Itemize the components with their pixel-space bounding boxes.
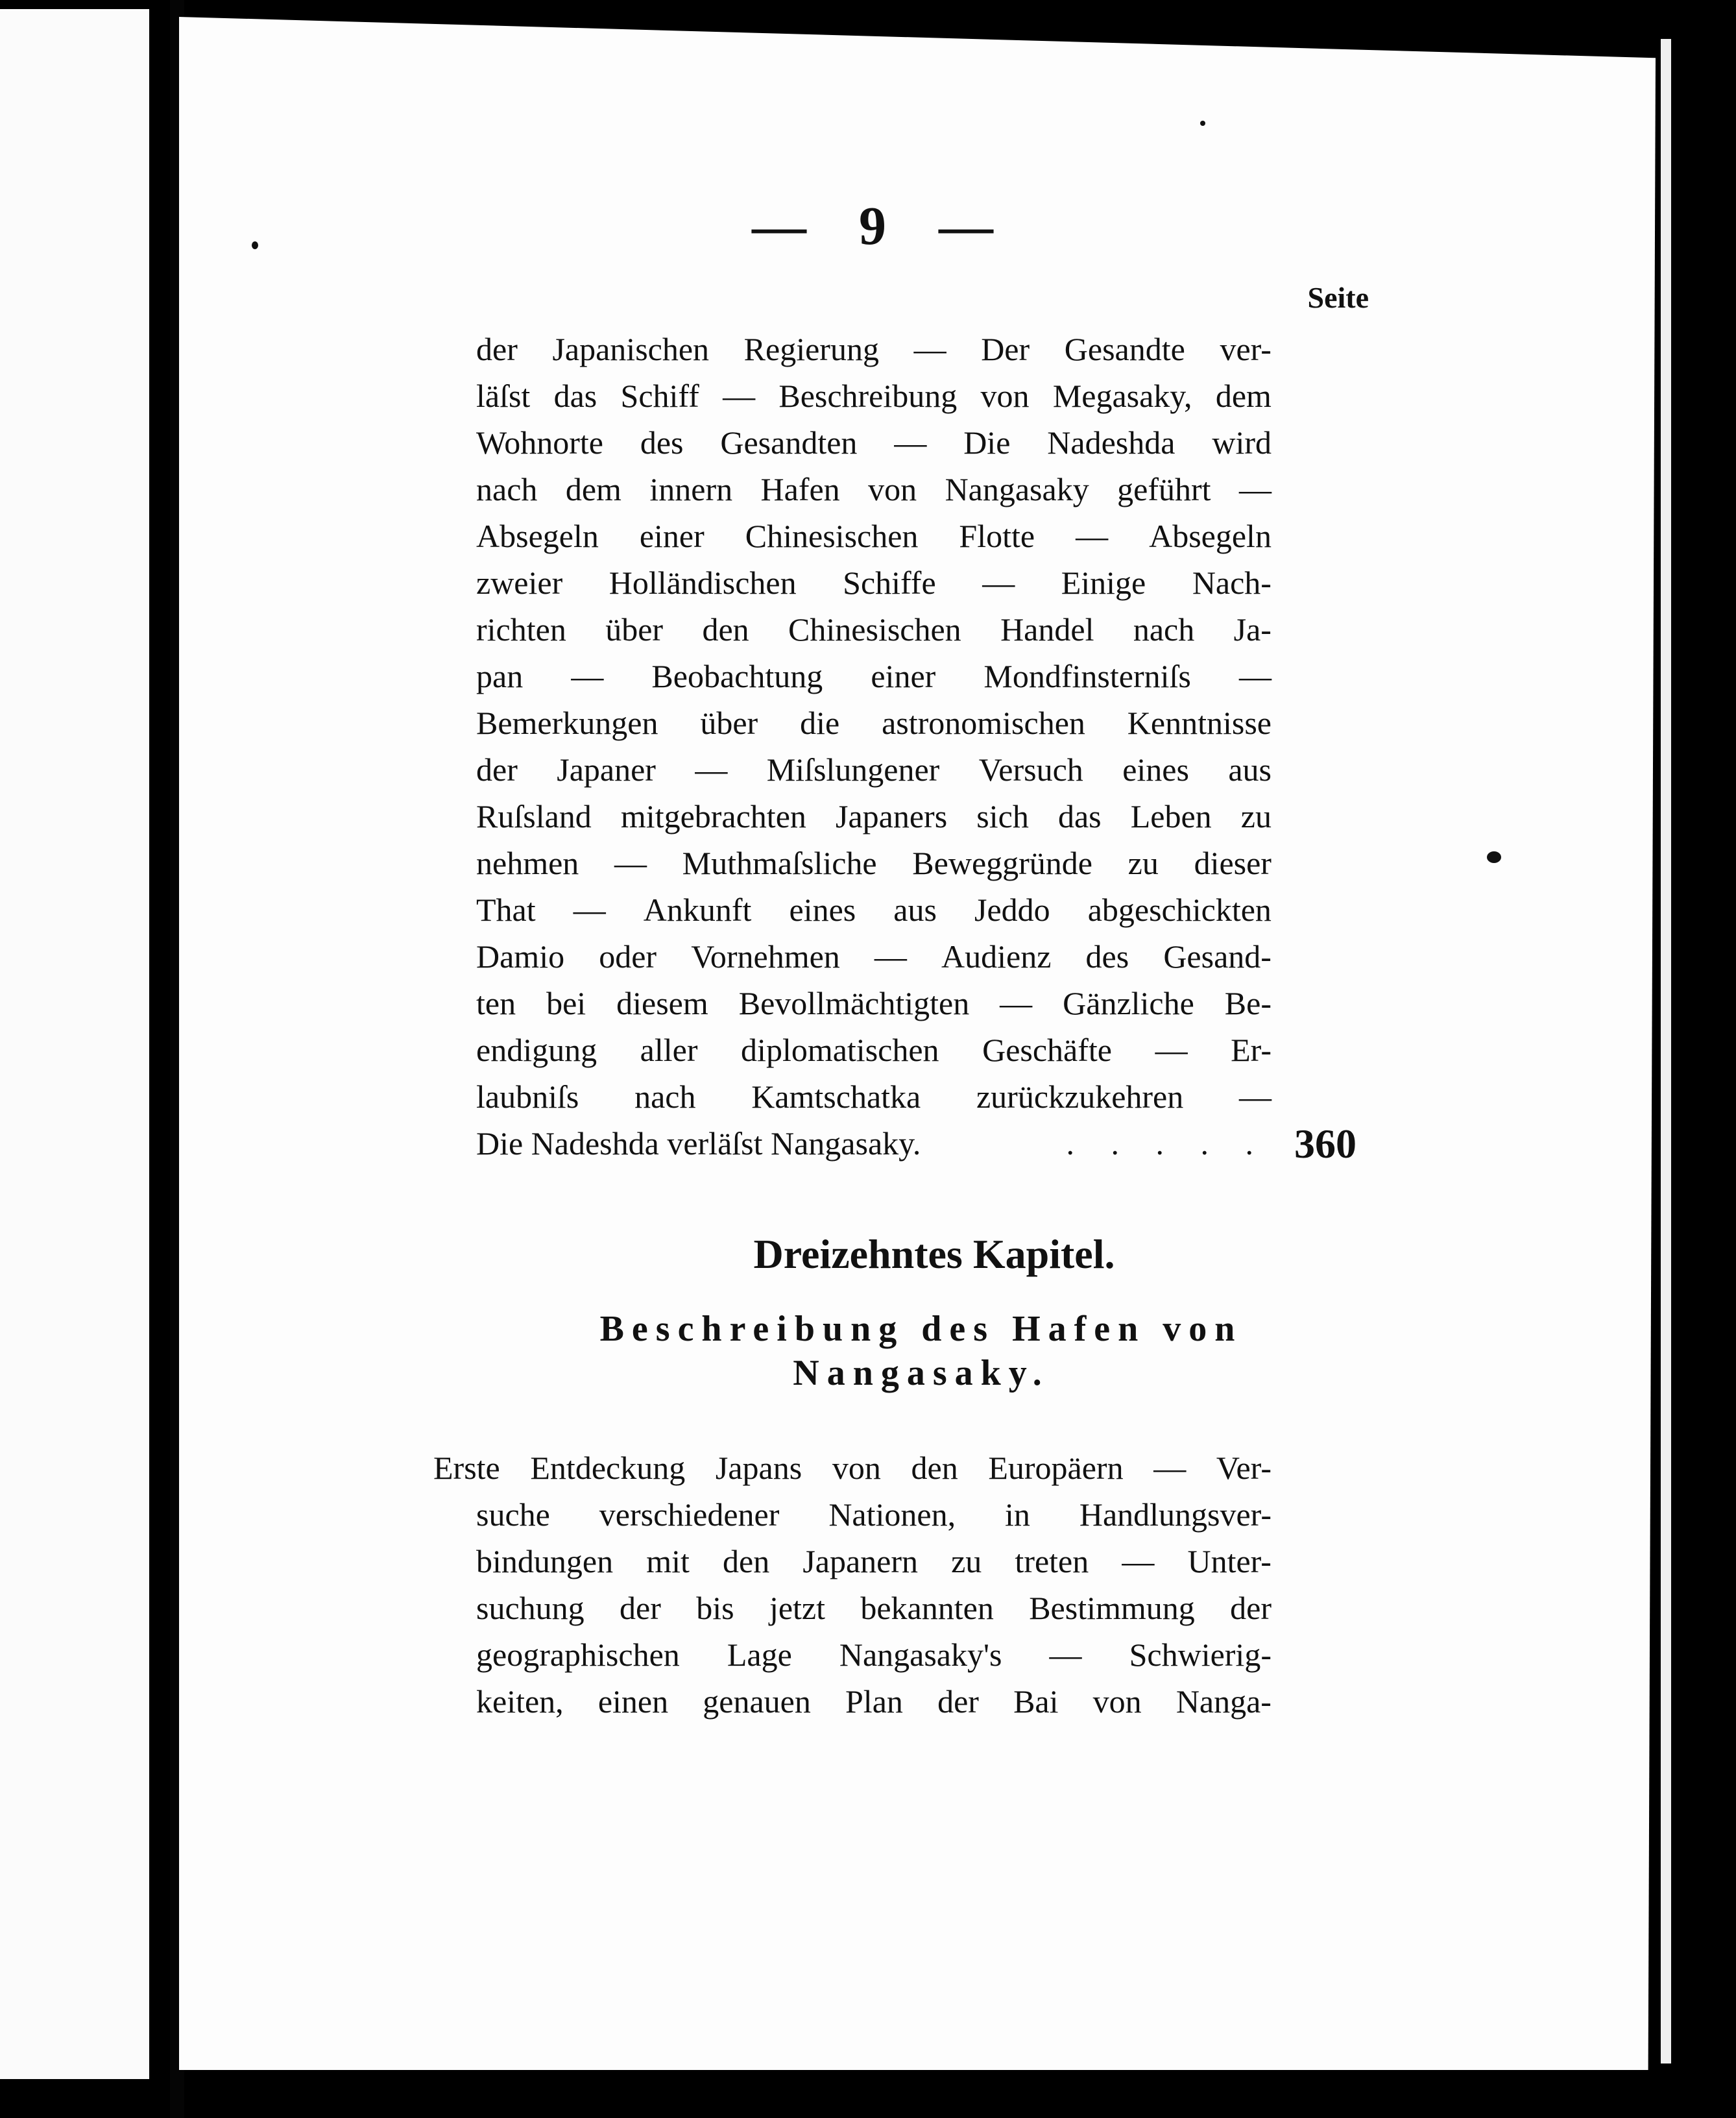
page-number: — 9 — <box>752 196 1013 256</box>
word: des <box>1085 938 1129 975</box>
word: Schiffe <box>843 565 936 601</box>
summary-line <box>476 793 1272 840</box>
word: das <box>553 378 597 414</box>
summary-line <box>476 653 1272 700</box>
word: Bemerkungen <box>476 705 658 741</box>
summary-line <box>433 1444 1272 1491</box>
word: — <box>1239 1078 1272 1115</box>
word: Der <box>981 331 1030 367</box>
word: einer <box>871 658 936 694</box>
page-edge <box>1661 39 1671 2063</box>
word: Entdeckung <box>530 1450 686 1486</box>
word: den <box>723 1543 770 1579</box>
word: endigung <box>476 1032 597 1068</box>
word: Erste <box>433 1450 500 1486</box>
summary-line <box>476 700 1272 746</box>
word: von <box>868 471 917 507</box>
summary-last-line-text: Die Nadeshda verläſst Nangasaky. <box>476 1125 921 1162</box>
summary-line <box>476 513 1272 559</box>
word: Versuch <box>978 751 1083 788</box>
word: der <box>937 1683 979 1720</box>
word: Lage <box>727 1637 792 1673</box>
word: von <box>1092 1683 1142 1720</box>
word: bis <box>696 1590 734 1626</box>
word: Nangasaky <box>945 471 1089 507</box>
word: Bestimmung <box>1029 1590 1195 1626</box>
word: Absegeln <box>1149 518 1272 554</box>
word: — <box>1155 1032 1188 1068</box>
word: aus <box>893 892 937 928</box>
word: Regierung <box>743 331 879 367</box>
word: Schwierig- <box>1129 1637 1272 1673</box>
ink-speck <box>252 241 258 249</box>
word: Wohnorte <box>476 424 603 461</box>
summary-line <box>476 1491 1272 1538</box>
word: dieser <box>1194 845 1272 881</box>
word: Muthmaſsliche <box>682 845 877 881</box>
word: ver- <box>1220 331 1272 367</box>
word: Chinesischen <box>745 518 919 554</box>
word: wird <box>1212 424 1272 461</box>
word: über <box>605 611 664 648</box>
word: Mondfinsterniſs <box>983 658 1191 694</box>
word: — <box>874 938 907 975</box>
summary-line <box>476 606 1272 653</box>
word: Nationen, <box>828 1496 956 1533</box>
summary-line <box>476 1073 1272 1120</box>
word: den <box>702 611 749 648</box>
chapter-subtitle-line: Beschreibung des Hafen von <box>599 1309 1243 1349</box>
word: Unter- <box>1187 1543 1272 1579</box>
word: Kenntnisse <box>1127 705 1272 741</box>
word: der <box>476 331 518 367</box>
word: der <box>1230 1590 1272 1626</box>
word: Handel <box>1000 611 1094 648</box>
word: zu <box>1240 798 1272 834</box>
word: Nadeshda <box>1047 424 1175 461</box>
word: bekannten <box>860 1590 994 1626</box>
word: diesem <box>616 985 708 1021</box>
chapter12-summary <box>476 326 1272 1167</box>
summary-line <box>476 326 1272 372</box>
word: suchung <box>476 1590 585 1626</box>
word: der <box>620 1590 661 1626</box>
word: — <box>982 565 1015 601</box>
summary-line <box>476 1538 1272 1585</box>
word: Be- <box>1224 985 1272 1021</box>
word: zu <box>951 1543 982 1579</box>
word: Damio <box>476 938 565 975</box>
summary-line <box>476 840 1272 886</box>
word: Japaner <box>557 751 656 788</box>
word: — <box>723 378 756 414</box>
word: aus <box>1228 751 1272 788</box>
word: von <box>980 378 1030 414</box>
word: diplomatischen <box>741 1032 939 1068</box>
word: — <box>1238 471 1272 507</box>
word: Schiff <box>620 378 699 414</box>
word: zurückzukehren <box>976 1078 1184 1115</box>
word: läſst <box>476 378 531 414</box>
word: eines <box>789 892 856 928</box>
word: jetzt <box>769 1590 825 1626</box>
summary-line <box>476 933 1272 980</box>
word: Nach- <box>1192 565 1272 601</box>
word: in <box>1005 1496 1030 1533</box>
word: einen <box>597 1683 669 1720</box>
word: Ruſsland <box>476 798 592 834</box>
word: astronomischen <box>882 705 1085 741</box>
word: Absegeln <box>476 518 599 554</box>
word: des <box>640 424 684 461</box>
word: dem <box>1215 378 1272 414</box>
word: genauen <box>703 1683 811 1720</box>
word: den <box>911 1450 958 1486</box>
word: treten <box>1015 1543 1089 1579</box>
summary-line <box>476 1027 1272 1073</box>
word: That <box>476 892 536 928</box>
word: Gesand- <box>1163 938 1272 975</box>
word: — <box>894 424 927 461</box>
word: geführt <box>1117 471 1211 507</box>
word: Einige <box>1061 565 1146 601</box>
summary-line <box>476 466 1272 513</box>
summary-line <box>476 746 1272 793</box>
word: — <box>614 845 647 881</box>
word: Beweggründe <box>912 845 1092 881</box>
summary-line <box>476 1585 1272 1631</box>
seite-column-label: Seite <box>1307 281 1369 314</box>
word: — <box>1238 658 1272 694</box>
word: Er- <box>1231 1032 1272 1068</box>
adjacent-page-left <box>0 9 149 2079</box>
word: keiten, <box>476 1683 564 1720</box>
word: Japaners <box>836 798 948 834</box>
word: Miſslungener <box>766 751 940 788</box>
word: von <box>832 1450 881 1486</box>
word: zweier <box>476 565 563 601</box>
word: Plan <box>845 1683 903 1720</box>
word: Megasaky, <box>1052 378 1192 414</box>
word: Hafen <box>760 471 840 507</box>
summary-line <box>476 886 1272 933</box>
word: Gänzliche <box>1063 985 1194 1021</box>
word: Japanischen <box>552 331 710 367</box>
word: Leben <box>1130 798 1212 834</box>
word: bindungen <box>476 1543 614 1579</box>
word: mit <box>646 1543 690 1579</box>
word: — <box>573 892 606 928</box>
chapter-title: Dreizehntes Kapitel. <box>753 1231 1115 1277</box>
word: Die <box>963 424 1011 461</box>
word: Japanern <box>802 1543 918 1579</box>
word: Nanga- <box>1175 1683 1272 1720</box>
word: dem <box>565 471 621 507</box>
word: eines <box>1122 751 1189 788</box>
ink-speck <box>1487 851 1501 863</box>
word: oder <box>599 938 657 975</box>
word: Holländischen <box>609 565 797 601</box>
word: Chinesischen <box>788 611 961 648</box>
word: richten <box>476 611 566 648</box>
chapter-subtitle <box>480 1307 1362 1395</box>
word: der <box>476 751 518 788</box>
word: Kamtschatka <box>751 1078 921 1115</box>
word: nach <box>634 1078 696 1115</box>
chapter-subtitle-line: Nangasaky. <box>793 1353 1050 1393</box>
summary-line <box>476 1631 1272 1678</box>
word: — <box>695 751 728 788</box>
word: Flotte <box>959 518 1035 554</box>
word: zu <box>1127 845 1159 881</box>
chapter13-summary <box>433 1444 1272 1725</box>
page-reference: 360 <box>1294 1121 1356 1167</box>
word: Vornehmen <box>691 938 840 975</box>
word: verschiedener <box>599 1496 780 1533</box>
word: — <box>1076 518 1109 554</box>
summary-line <box>476 372 1272 419</box>
word: Ver- <box>1216 1450 1272 1486</box>
word: Geschäfte <box>982 1032 1112 1068</box>
word: Europäern <box>988 1450 1124 1486</box>
word: Audienz <box>941 938 1052 975</box>
word: die <box>800 705 840 741</box>
word: Nangasaky's <box>839 1637 1002 1673</box>
word: einer <box>639 518 705 554</box>
word: nach <box>476 471 538 507</box>
word: Bai <box>1013 1683 1059 1720</box>
word: — <box>1049 1637 1082 1673</box>
word: Jeddo <box>974 892 1050 928</box>
summary-line <box>476 559 1272 606</box>
word: über <box>700 705 758 741</box>
word: bei <box>546 985 586 1021</box>
word: Gesandten <box>720 424 858 461</box>
word: sich <box>976 798 1029 834</box>
word: — <box>913 331 946 367</box>
word: — <box>1000 985 1033 1021</box>
word: Beschreibung <box>778 378 958 414</box>
summary-line <box>476 980 1272 1027</box>
word: das <box>1057 798 1102 834</box>
word: innern <box>649 471 733 507</box>
word: abgeschickten <box>1087 892 1272 928</box>
word: Ankunft <box>643 892 752 928</box>
word: aller <box>640 1032 698 1068</box>
leader-dots: . . . . . <box>1066 1125 1268 1162</box>
summary-line <box>476 419 1272 466</box>
word: Gesandte <box>1064 331 1185 367</box>
summary-line <box>476 1678 1272 1725</box>
word: Handlungsver- <box>1079 1496 1272 1533</box>
ink-speck <box>1200 121 1205 126</box>
word: ten <box>476 985 516 1021</box>
word: Beobachtung <box>651 658 823 694</box>
word: nehmen <box>476 845 579 881</box>
word: laubniſs <box>476 1078 579 1115</box>
word: Ja- <box>1233 611 1272 648</box>
word: Japans <box>715 1450 802 1486</box>
word: nach <box>1133 611 1195 648</box>
word: mitgebrachten <box>620 798 806 834</box>
word: — <box>1153 1450 1187 1486</box>
word: Bevollmächtigten <box>738 985 970 1021</box>
word: suche <box>476 1496 550 1533</box>
word: pan <box>476 658 524 694</box>
word: geographischen <box>476 1637 680 1673</box>
word: — <box>1122 1543 1155 1579</box>
summary-last-line <box>476 1120 1272 1167</box>
word: — <box>571 658 604 694</box>
